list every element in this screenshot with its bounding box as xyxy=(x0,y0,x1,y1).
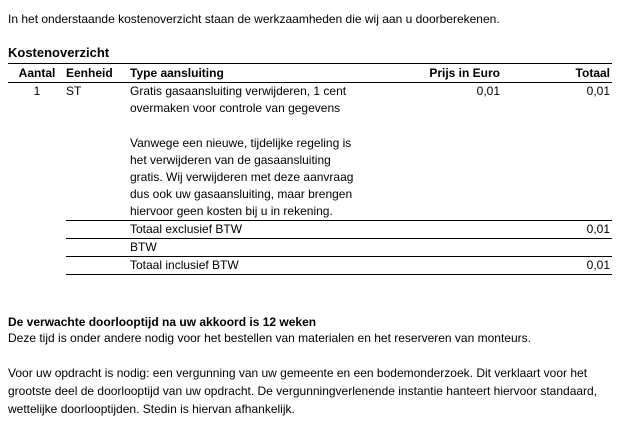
cost-table xyxy=(8,63,612,275)
header-prijs: Prijs in Euro xyxy=(392,64,500,83)
total-label: BTW xyxy=(128,239,392,257)
spacer xyxy=(130,117,392,135)
total-value xyxy=(500,239,612,257)
note-line: Vanwege een nieuwe, tijdelijke regeling is xyxy=(130,136,352,150)
section-title: Kostenoverzicht xyxy=(8,45,110,60)
description-line: overmaken voor controle van gegevens xyxy=(130,101,341,115)
lead-time-text: Deze tijd is onder andere nodig voor het bestellen van materialen en het reserveren van monteurs. xyxy=(8,331,531,345)
permit-paragraph xyxy=(8,364,618,418)
cell-prijs: 0,01 xyxy=(476,84,500,98)
paragraph-line: Voor uw opdracht is nodig: een vergunning van uw gemeente en een bodemonderzoek. Dit verklaart voor het xyxy=(8,366,588,380)
header-type: Type aansluiting xyxy=(128,64,392,83)
total-value: 0,01 xyxy=(500,221,612,239)
total-row-incl xyxy=(8,257,612,275)
total-value: 0,01 xyxy=(500,257,612,275)
table-row xyxy=(8,83,612,221)
note-line: hiervoor geen kosten bij u in rekening. xyxy=(130,204,333,218)
header-eenheid: Eenheid xyxy=(66,64,128,83)
cell-aantal: 1 xyxy=(33,84,41,98)
note-line: gratis. Wij verwijderen met deze aanvraag xyxy=(130,170,354,184)
note-line: dus ook uw gasaansluiting, maar brengen xyxy=(130,187,353,201)
lead-time-title: De verwachte doorlooptijd na uw akkoord is 12 weken xyxy=(8,315,317,329)
intro-text: In het onderstaande kostenoverzicht staan de werkzaamheden die wij aan u doorberekenen. xyxy=(8,12,500,26)
description-line: Gratis gasaansluiting verwijderen, 1 cent xyxy=(130,84,347,98)
total-row-excl xyxy=(8,221,612,239)
cell-type xyxy=(128,83,392,221)
header-totaal: Totaal xyxy=(500,64,612,83)
cell-totaal: 0,01 xyxy=(586,84,610,98)
total-label: Totaal inclusief BTW xyxy=(128,257,392,275)
paragraph-line: grootste deel de doorlooptijd van uw opdracht. De vergunningverlenende instantie hanteert hiervoor standaard, xyxy=(8,384,598,398)
total-row-btw xyxy=(8,239,612,257)
header-aantal: Aantal xyxy=(8,64,66,83)
table-header-row xyxy=(8,64,612,83)
paragraph-line: wettelijke doorlooptijden. Stedin is hiervan afhankelijk. xyxy=(8,402,295,416)
cell-eenheid: ST xyxy=(66,84,82,98)
note-line: het verwijderen van de gasaansluiting xyxy=(130,153,331,167)
total-label: Totaal exclusief BTW xyxy=(128,221,392,239)
